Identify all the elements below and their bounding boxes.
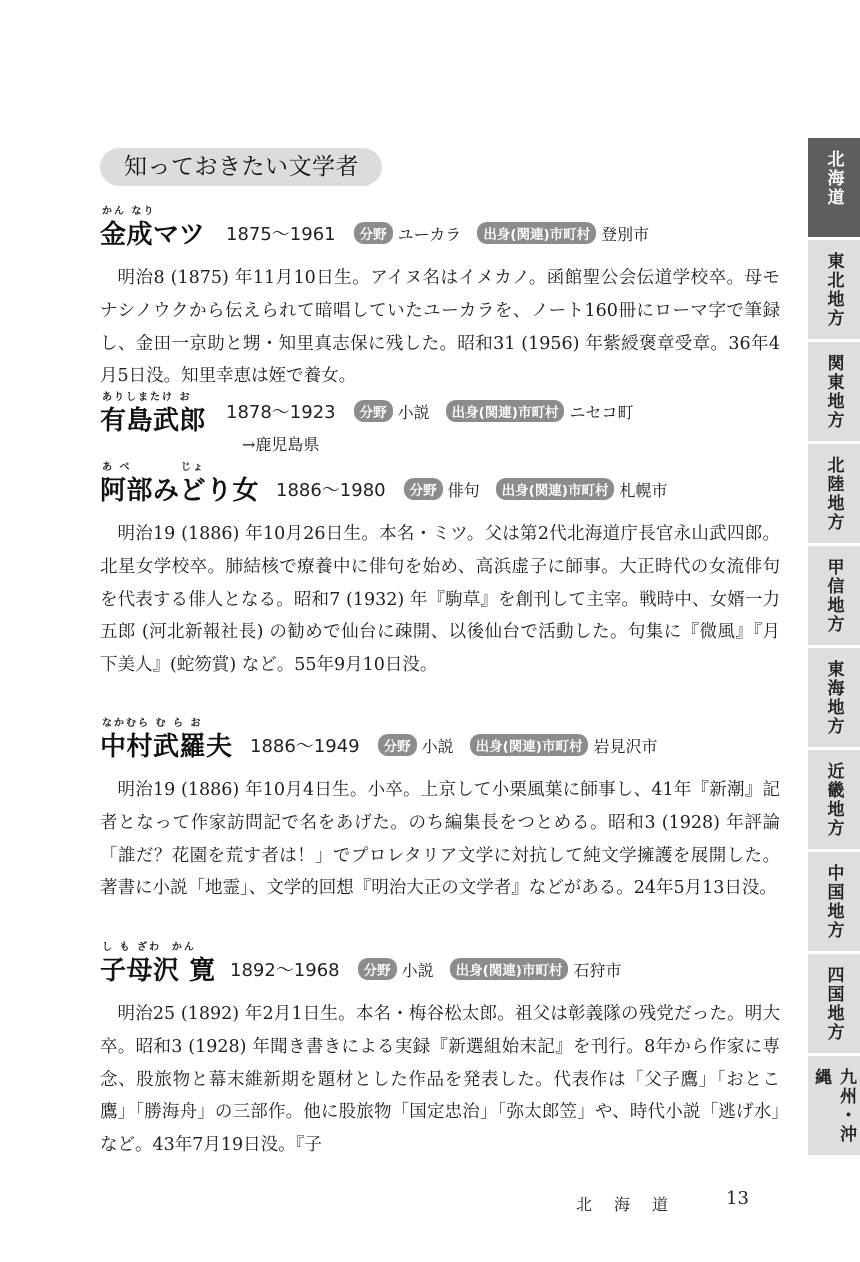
region-tab-label: 九州・沖縄 xyxy=(811,1068,856,1144)
region-tab-label: 甲信地方 xyxy=(823,558,844,634)
author-entry-shimozawa xyxy=(100,944,780,1162)
origin-badge: 出身(関連)市町村 xyxy=(496,478,615,500)
region-tab-label: 北陸地方 xyxy=(823,456,844,532)
entry-header xyxy=(100,392,780,454)
entry-meta xyxy=(250,732,674,758)
author-name: 子母沢 寛 xyxy=(100,956,216,986)
region-tab-label: 北海道 xyxy=(823,150,844,207)
region-tab-kyushu-okinawa[interactable] xyxy=(808,1056,860,1155)
field-badge: 分野 xyxy=(354,400,393,422)
region-tab-chugoku[interactable] xyxy=(808,852,860,951)
entry-header xyxy=(100,944,780,988)
name-ruby: ありしまたけ お xyxy=(102,392,192,403)
origin-badge: 出身(関連)市町村 xyxy=(477,222,596,244)
running-footer: 北海道 xyxy=(576,1195,691,1214)
field-value: 小説 xyxy=(421,736,454,756)
entry-meta xyxy=(230,956,638,982)
region-tab-hokuriku[interactable] xyxy=(808,444,860,543)
origin-value: 札幌市 xyxy=(619,480,668,500)
author-bio: 明治19 (1886) 年10月4日生。小卒。上京して小栗風葉に師事し、41年『新潮』記者となって作家訪問記で名をあげた。のち編集長をつとめる。昭和3 (1928) 年評論「誰だ？花園を荒す者は！」でプロレタリア文学に対抗して純文学擁護を展開した。著書に小説「地霊」、文学的回想『明治大正の文学者』などがある。24年5月13日没。 xyxy=(100,780,780,899)
name-ruby: なかむら む ら お xyxy=(102,718,203,729)
field-value: ユーカラ xyxy=(397,224,462,244)
field-value: 小説 xyxy=(397,402,430,422)
author-years: 1886～1980 xyxy=(276,480,386,501)
author-years: 1886～1949 xyxy=(250,736,360,757)
region-tab-shikoku[interactable] xyxy=(808,954,860,1053)
section-title: 知っておきたい文学者 xyxy=(100,148,382,186)
author-bio: 明治25 (1892) 年2月1日生。本名・梅谷松太郎。祖父は彰義隊の残党だった。明大卒。昭和3 (1928) 年聞き書きによる実録『新選組始末記』を刊行。8年から作家に専念、股旅物と幕末維新期を題材とした作品を発表した。代表作は「父子鷹」「おとこ鷹」「勝海舟」の三部作。他に股旅物「国定忠治」「弥太郎笠」や、時代小説「逃げ水」など。43年7月19日没。『子 xyxy=(100,1004,780,1156)
author-name: 中村武羅夫 xyxy=(100,732,233,762)
author-years: 1875～1961 xyxy=(226,224,336,245)
origin-badge: 出身(関連)市町村 xyxy=(450,958,569,980)
author-name: 有島武郎 xyxy=(100,406,207,436)
field-value: 俳句 xyxy=(447,480,480,500)
author-years: 1892～1968 xyxy=(230,960,340,981)
origin-value: 石狩市 xyxy=(573,960,622,980)
region-tab-label: 関東地方 xyxy=(823,354,844,430)
origin-badge: 出身(関連)市町村 xyxy=(470,734,589,756)
origin-value-secondary: →鹿児島県 xyxy=(242,435,320,454)
region-tab-label: 四国地方 xyxy=(823,966,844,1042)
origin-value: 登別市 xyxy=(601,224,650,244)
region-tab-kinki[interactable] xyxy=(808,750,860,849)
name-ruby: あ べ じょ xyxy=(102,462,205,473)
region-tab-label: 東海地方 xyxy=(823,660,844,736)
region-tabs xyxy=(808,138,860,1158)
author-name: 金成マツ xyxy=(100,220,206,250)
field-badge: 分野 xyxy=(354,222,393,244)
author-entry-arishima xyxy=(100,392,780,454)
field-badge: 分野 xyxy=(378,734,417,756)
region-tab-kanto[interactable] xyxy=(808,342,860,441)
author-years: 1878～1923 xyxy=(226,402,336,423)
entry-meta xyxy=(276,476,684,502)
field-badge: 分野 xyxy=(404,478,443,500)
region-tab-label: 近畿地方 xyxy=(823,762,844,838)
name-ruby: し も ざわ かん xyxy=(102,942,196,953)
author-entry-abe xyxy=(100,464,780,682)
origin-value: 岩見沢市 xyxy=(593,736,658,756)
field-badge: 分野 xyxy=(358,958,397,980)
author-bio: 明治8 (1875) 年11月10日生。アイヌ名はイメカノ。函館聖公会伝道学校卒。母モナシノウクから伝えられて暗唱していたユーカラを、ノート160冊にローマ字で筆録し、金田一京助と甥・知里真志保に残した。昭和31 (1956) 年紫綬褒章受章。36年4月5日没。知里幸恵は姪で養女。 xyxy=(100,268,780,387)
page-number: 13 xyxy=(726,1188,749,1209)
region-tab-label: 中国地方 xyxy=(823,864,844,940)
region-tab-label: 東北地方 xyxy=(823,252,844,328)
entry-meta xyxy=(226,220,665,246)
author-name: 阿部みどり女 xyxy=(100,476,260,506)
author-bio: 明治19 (1886) 年10月26日生。本名・ミツ。父は第2代北海道庁長官永山武四郎。北星女学校卒。肺結核で療養中に俳句を始め、高浜虚子に師事。大正時代の女流俳句を代表する俳人となる。昭和7 (1932) 年『駒草』を創刊して主宰。戦時中、女婿一力五郎 (河北新報社長) の勧めで仙台に疎開、以後仙台で活動した。句集に『微風』『月下美人』(蛇笏賞) など。55年9月10日没。 xyxy=(100,524,780,676)
field-value: 小説 xyxy=(401,960,434,980)
name-ruby: かん なり xyxy=(102,206,156,217)
author-entry-kanenari xyxy=(100,208,780,393)
region-tab-koshin[interactable] xyxy=(808,546,860,645)
region-tab-tokai[interactable] xyxy=(808,648,860,747)
author-entry-nakamura xyxy=(100,720,780,905)
origin-value: ニセコ町 xyxy=(569,402,634,422)
entry-header xyxy=(100,208,780,252)
origin-badge: 出身(関連)市町村 xyxy=(446,400,565,422)
entry-header xyxy=(100,720,780,764)
region-tab-tohoku[interactable] xyxy=(808,240,860,339)
entry-meta xyxy=(226,398,650,424)
entry-header xyxy=(100,464,780,508)
region-tab-hokkaido[interactable] xyxy=(808,138,860,237)
